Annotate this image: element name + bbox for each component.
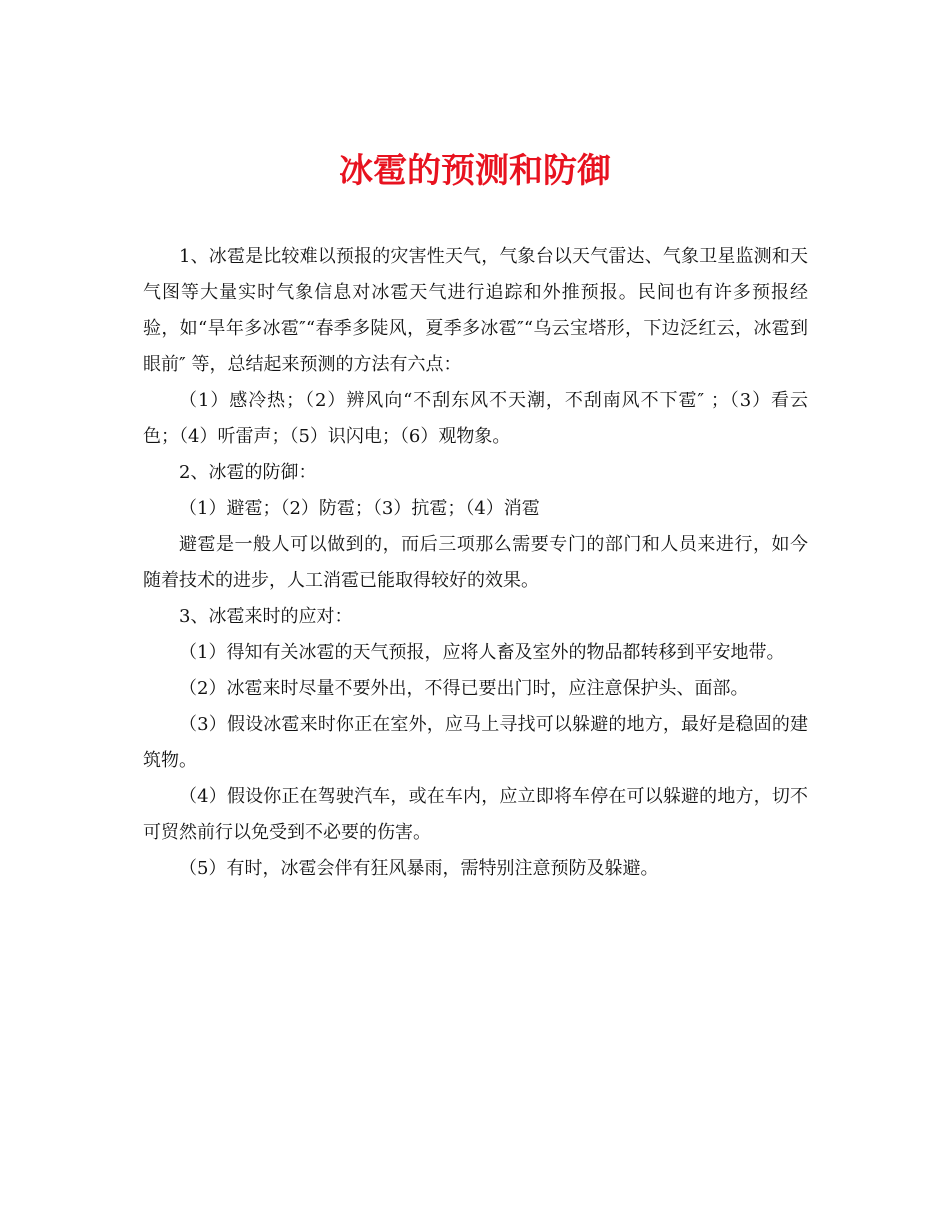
paragraph-defense-detail: 避雹是一般人可以做到的，而后三项那么需要专门的部门和人员来进行，如今随着技术的进步，人工消雹已能取得较好的效果。 bbox=[143, 534, 808, 591]
page-title: 冰雹的预测和防御 bbox=[339, 150, 611, 191]
paragraph-forecast-intro: 1、冰雹是比较难以预报的灾害性天气，气象台以天气雷达、气象卫星监测和天气图等大量实时气象信息对冰雹天气进行追踪和外推预报。民间也有许多预报经验，如“旱年多冰雹″“春季多陡风，夏季多冰雹″“乌云宝塔形，下边泛红云，冰雹到眼前″ 等，总结起来预测的方法有六点： bbox=[143, 246, 808, 375]
heading-defense: 2、冰雹的防御： bbox=[179, 462, 317, 483]
paragraph-response-3: （3）假设冰雹来时你正在室外，应马上寻找可以躲避的地方，最好是稳固的建筑物。 bbox=[143, 714, 808, 771]
paragraph-response-2: （2）冰雹来时尽量不要外出，不得已要出门时，应注意保护头、面部。 bbox=[179, 678, 749, 699]
document-body bbox=[143, 239, 808, 887]
paragraph-response-4: （4）假设你正在驾驶汽车，或在车内，应立即将车停在可以躲避的地方，切不可贸然前行以免受到不必要的伤害。 bbox=[143, 786, 808, 843]
paragraph-response-1: （1）得知有关冰雹的天气预报，应将人畜及室外的物品都转移到平安地带。 bbox=[179, 642, 785, 663]
paragraph-response-5: （5）有时，冰雹会伴有狂风暴雨，需特别注意预防及躲避。 bbox=[179, 858, 659, 879]
heading-response: 3、冰雹来时的应对： bbox=[179, 606, 353, 627]
paragraph-defense-methods: （1）避雹；（2）防雹；（3）抗雹；（4）消雹 bbox=[179, 498, 540, 519]
paragraph-forecast-methods: （1）感冷热；（2）辨风向“不刮东风不天潮，不刮南风不下雹″ ；（3）看云色；（4）听雷声；（5）识闪电；（6）观物象。 bbox=[143, 390, 808, 447]
